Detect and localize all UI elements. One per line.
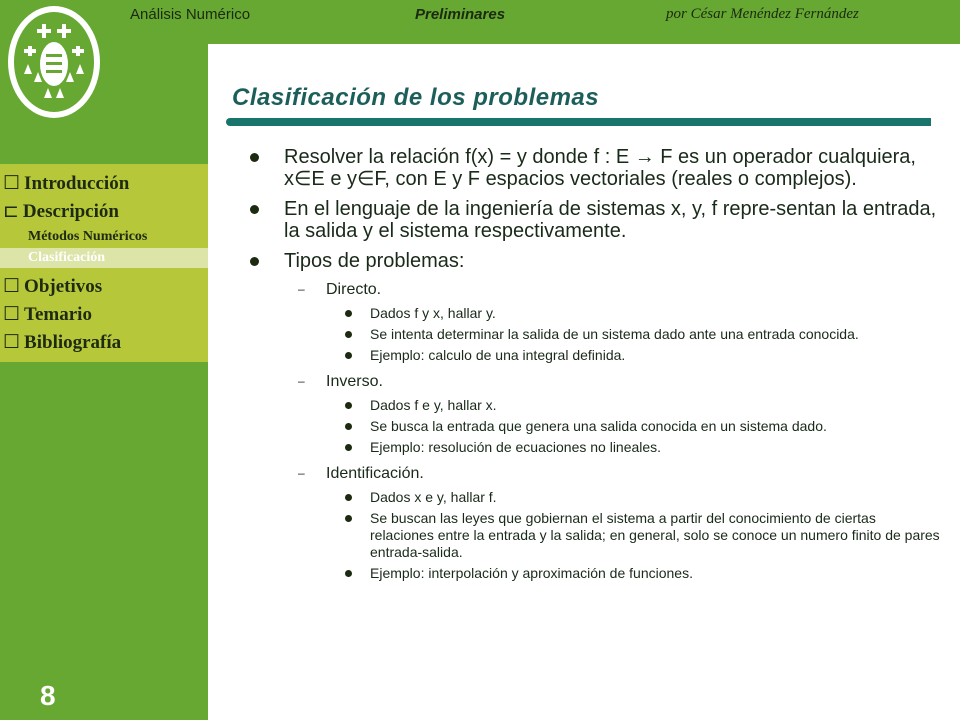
sub-bullet: Dados f y x, hallar y. <box>250 305 940 322</box>
sub-bullet: Ejemplo: calculo de una integral definida. <box>250 347 940 364</box>
slide-title: Clasificación de los problemas <box>232 84 600 111</box>
slide-content <box>250 146 940 586</box>
nav-subitem-metodos[interactable]: Métodos Numéricos <box>28 229 148 244</box>
nav-item-descripcion[interactable]: ⊏ Descripción <box>3 201 119 222</box>
course-name: Análisis Numérico <box>130 6 251 23</box>
sub-bullet: Dados f e y, hallar x. <box>250 397 940 414</box>
section-name: Preliminares <box>415 6 506 23</box>
box-icon: ☐ <box>3 276 21 297</box>
dash: – <box>298 374 305 388</box>
bullet-dot <box>345 444 352 451</box>
page-number: 8 <box>40 680 56 711</box>
box-icon: ☐ <box>3 173 21 194</box>
nav-item-introduccion[interactable]: ☐ Introducción <box>3 173 130 194</box>
bullet-dot <box>345 352 352 359</box>
bullet: En el lenguaje de la ingeniería de sistemas x, y, f repre-sentan la entrada, la salida y el sistema respectivamente. <box>250 198 940 242</box>
box-icon: ☐ <box>3 304 21 325</box>
nav-item-objetivos[interactable]: ☐ Objetivos <box>3 276 103 297</box>
sub-bullet: Ejemplo: interpolación y aproximación de funciones. <box>250 565 940 582</box>
open-box-icon: ⊏ <box>3 201 19 222</box>
bullet-dot <box>345 423 352 430</box>
bullet-dot <box>345 570 352 577</box>
bullet-dot <box>345 331 352 338</box>
bullet-dot <box>250 205 259 214</box>
university-seal-logo <box>4 2 104 122</box>
sub-bullet: Se buscan las leyes que gobiernan el sistema a partir del conocimiento de ciertas relaciones entre la entrada y la salida; en general, solo se conoce un numero finito de pares entrada-salida. <box>250 510 940 561</box>
problem-type: – Directo. <box>298 281 382 298</box>
bullet-dot <box>345 494 352 501</box>
title-underline <box>226 118 931 126</box>
bullet-dot <box>250 153 259 162</box>
sub-bullet: Ejemplo: resolución de ecuaciones no lineales. <box>250 439 940 456</box>
nav-item-temario[interactable]: ☐ Temario <box>3 304 92 325</box>
bullet-dot <box>345 515 352 522</box>
dash: – <box>298 282 305 296</box>
bullet: Tipos de problemas: <box>250 250 940 272</box>
nav-item-bibliografia[interactable]: ☐ Bibliografía <box>3 332 122 353</box>
bullet-dot <box>345 402 352 409</box>
sub-bullet: Dados x e y, hallar f. <box>250 489 940 506</box>
sub-bullet: Se busca la entrada que genera una salida conocida en un sistema dado. <box>250 418 940 435</box>
author-name: por César Menéndez Fernández <box>666 6 859 22</box>
box-icon: ☐ <box>3 332 21 353</box>
dash: – <box>298 466 305 480</box>
bullet: Resolver la relación f(x) = y donde f : E → F es un operador cualquiera, x∈E e y∈F, con E y F espacios vectoriales (reales o complejos). <box>250 146 940 190</box>
bullet-dot <box>250 257 259 266</box>
problem-type: – Identificación. <box>298 465 424 482</box>
nav-subitem-clasificacion[interactable]: Clasificación <box>28 250 105 265</box>
problem-type: – Inverso. <box>298 373 383 390</box>
sub-bullet: Se intenta determinar la salida de un sistema dado ante una entrada conocida. <box>250 326 940 343</box>
bullet-dot <box>345 310 352 317</box>
